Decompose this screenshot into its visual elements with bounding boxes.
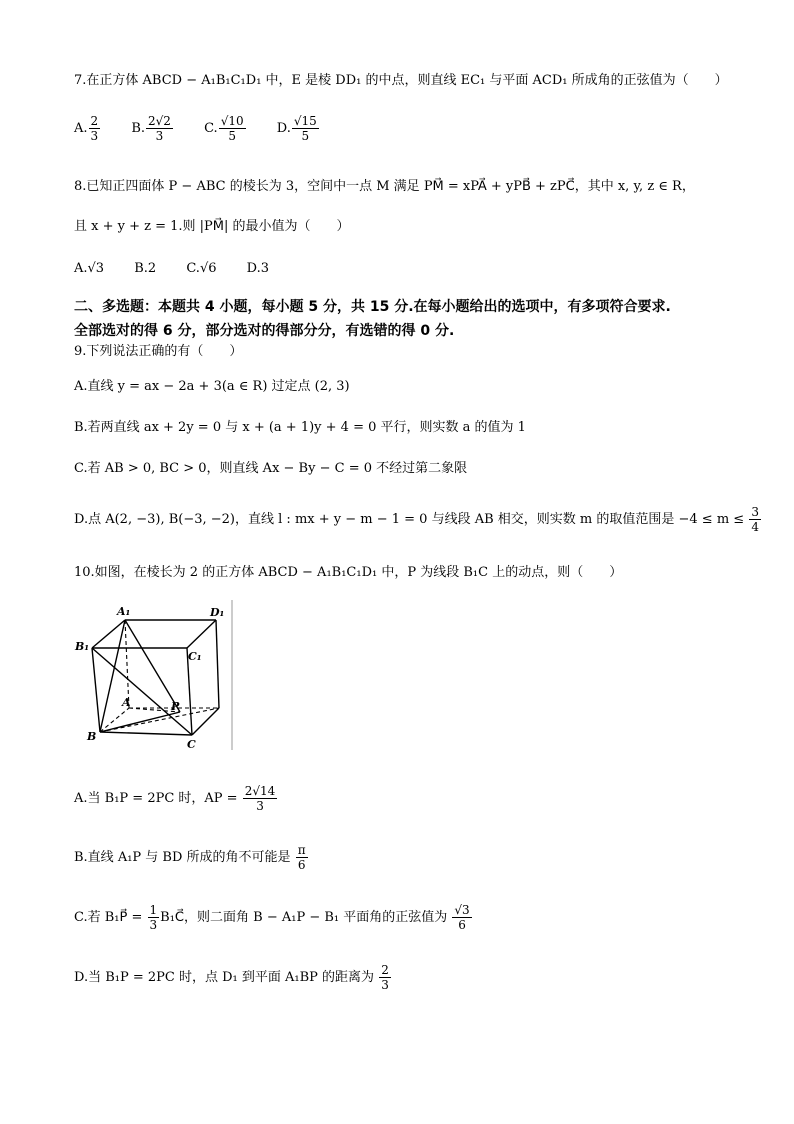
q8-stem-line2: 且 x + y + z = 1.则 |PM⃗| 的最小值为（ ） (74, 219, 350, 234)
section2-heading-line1: 二、多选题：本题共 4 小题，每小题 5 分，共 15 分.在每小题给出的选项中，有多项符合要求. (74, 299, 671, 315)
q10-option-a: A.当 B₁P = 2PC 时，AP = $\frac{2√14}{3}$ (74, 784, 276, 813)
edge-d1-d (216, 620, 219, 708)
q9-option-d: D.点 A(2, −3), B(−3, −2)，直线 l : mx + y − m − 1 = 0 与线段 AB 相交，则实数 m 的取值范围是 −4 ≤ m ≤ $\frac{3}{4}$ (74, 505, 759, 534)
q10-stem: 10.如图，在棱长为 2 的正方体 ABCD − A₁B₁C₁D₁ 中，P 为线段 B₁C 上的动点，则（ ） (74, 565, 623, 580)
q9-stem: 9.下列说法正确的有（ ） (74, 344, 243, 359)
q7-option-b: B. $\frac{2√2}{3}$ (131, 114, 171, 143)
q7-options (74, 114, 346, 143)
segment-b-d-hidden (100, 708, 219, 732)
label-p: P (171, 700, 180, 713)
q8-option-d: D.3 (246, 261, 270, 276)
q10-option-b: B.直线 A₁P 与 BD 所成的角不可能是 $\frac{\pi}{6}$ (74, 843, 306, 872)
label-b1: B₁ (75, 640, 90, 653)
edge-b1-b (92, 648, 100, 732)
label-a1: A₁ (117, 605, 131, 618)
segment-a1-b (100, 620, 125, 732)
q8-options (74, 259, 295, 279)
section2-heading-line2: 全部选对的得 6 分，部分选对的得部分分，有选错的得 0 分. (74, 323, 455, 339)
q8-stem-line1: 8.已知正四面体 P − ABC 的棱长为 3，空间中一点 M 满足 PM⃗ = xPA⃗ + yPB⃗ + zPC⃗，其中 x, y, z ∈ R， (74, 179, 695, 194)
label-a: A (122, 696, 131, 709)
label-c1: C₁ (188, 650, 202, 663)
edge-a1-a-hidden (125, 620, 129, 708)
q10-option-d: D.当 B₁P = 2PC 时，点 D₁ 到平面 A₁BP 的距离为 $\frac{2}{3}$ (74, 963, 389, 992)
q9-option-b: B.若两直线 ax + 2y = 0 与 x + (a + 1)y + 4 = 0 平行，则实数 a 的值为 1 (74, 420, 526, 435)
q7-option-d: D. $\frac{√15}{5}$ (276, 114, 317, 143)
q10-option-c: C.若 B₁P⃗ = $\frac{1}{3}$ B₁C⃗，则二面角 B − A₁P − B₁ 平面角的正弦值为 $\frac{√3}{6}$ (74, 903, 470, 932)
edge-b-c (100, 732, 192, 735)
q8-option-c: C.√6 (186, 261, 217, 276)
q7-stem: 7.在正方体 ABCD − A₁B₁C₁D₁ 中，E 是棱 DD₁ 的中点，则直线 EC₁ 与平面 ACD₁ 所成角的正弦值为（ ） (74, 73, 728, 88)
q7-option-a: A. $\frac{2}{3}$ (74, 114, 99, 143)
cube-figure (72, 600, 234, 750)
edge-d1-c1 (187, 620, 216, 648)
label-c: C (187, 738, 196, 750)
label-d1: D₁ (210, 606, 225, 619)
segment-a1-p (125, 620, 180, 712)
label-b: B (87, 730, 97, 743)
q9-option-c: C.若 AB > 0, BC > 0，则直线 Ax − By − C = 0 不经过第二象限 (74, 461, 468, 476)
q8-option-a: A.√3 (74, 261, 105, 276)
edge-c-d (192, 708, 219, 735)
q9-option-a: A.直线 y = ax − 2a + 3(a ∈ R) 过定点 (2, 3) (74, 379, 350, 394)
q8-option-b: B.2 (134, 261, 157, 276)
q7-option-c: C. $\frac{√10}{5}$ (204, 114, 244, 143)
